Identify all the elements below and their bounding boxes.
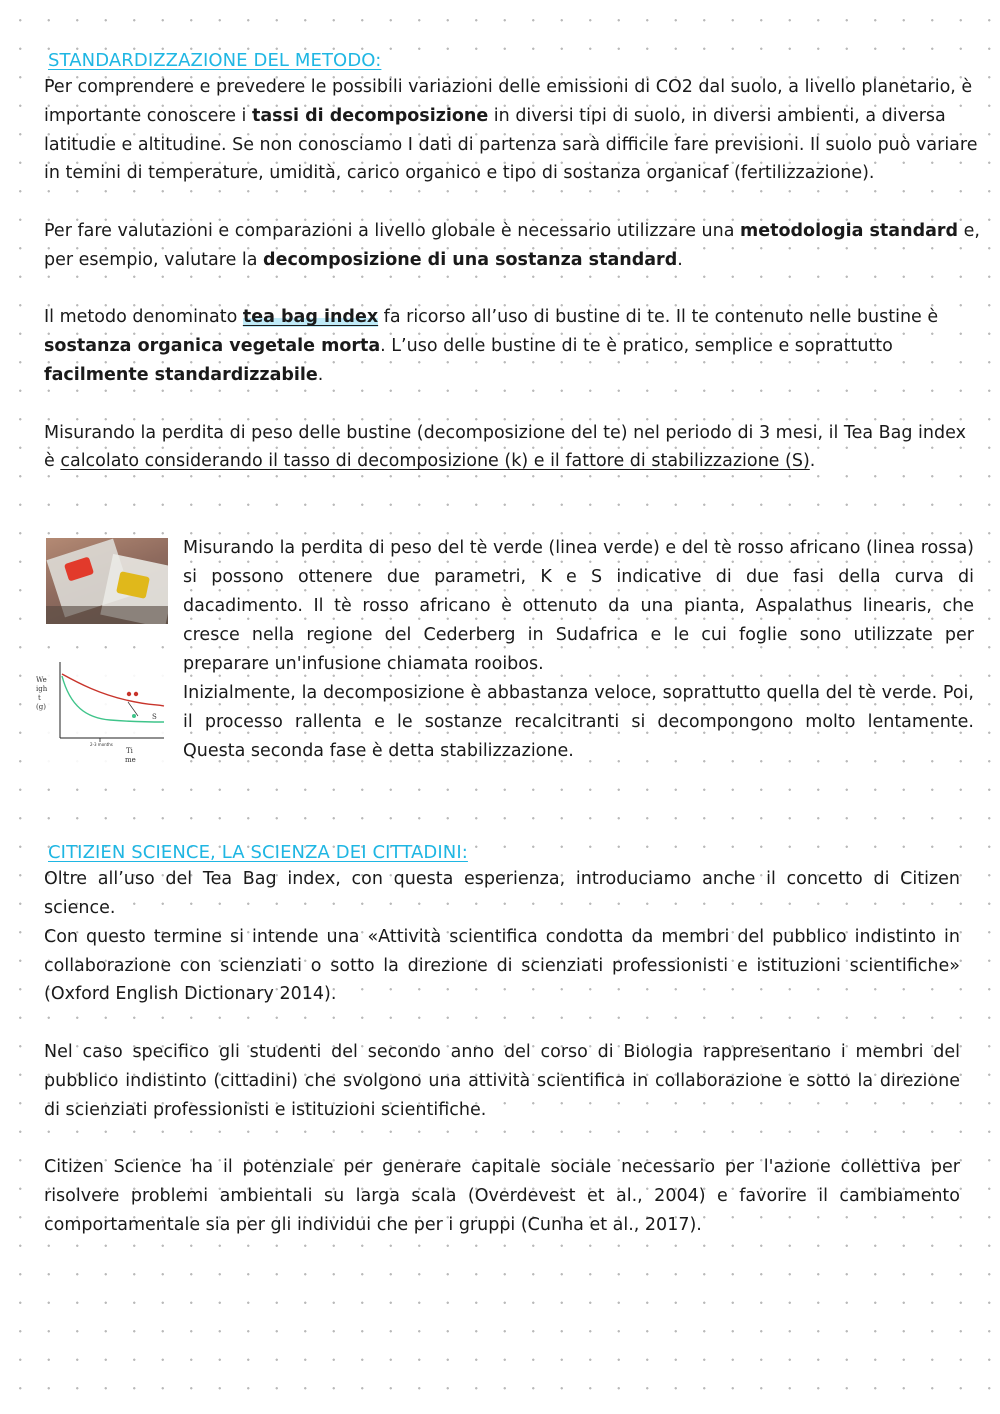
- paragraph-tea-bag-calculation: Misurando la perdita di peso delle bustine (decomposizione del te) nel periodo di 3 mesi, il Tea Bag index è calcolato considerando il tasso di decomposizione (k) e il fattore di stabilizzazione (S).: [44, 422, 966, 472]
- bold-text: sostanza organica vegetale morta: [44, 336, 381, 357]
- tea-bags-photo: [46, 538, 168, 624]
- tea-bag-index-link[interactable]: tea bag index: [242, 307, 379, 328]
- paragraph-co2-decomposition: Per comprendere e prevedere le possibili variazioni delle emissioni di CO2 dal suolo, a livello planetario, è importante conoscere i tassi di decomposizione in diversi tipi di suolo, in diversi ambienti, a diversa latitudie e altitudine. Se non conosciamo I dati di partenza sarà difficile fare previsioni. Il suolo può variare in temini di temperature, umidità, carico organico e tipo di sostanza organicaf (fertilizzazione).: [44, 77, 978, 184]
- section-heading-citizen-science: CITIZIEN SCIENCE, LA SCIENZA DEI CITTADINI:: [48, 842, 468, 864]
- section-heading-standardizzazione: STANDARDIZZAZIONE DEL METODO:: [48, 50, 382, 71]
- svg-text:me: me: [125, 756, 136, 765]
- graph-xlabel: Ti: [126, 747, 133, 756]
- paragraph-standard-method: Per fare valutazioni e comparazioni a livello globale è necessario utilizzare una metodologia standard e, per esempio, valutare la decomposizione di una sostanza standard.: [44, 220, 980, 270]
- underlined-text: calcolato considerando il tasso di decomposizione (k) e il fattore di stabilizzazione (S): [60, 451, 810, 472]
- paragraph-citizen-intro: Oltre all’uso del Tea Bag index, con questa esperienza, introduciamo anche il concetto di Citizen science.: [44, 869, 960, 918]
- paragraph-social-capital: Citizen Science ha il potenziale per generare capitale sociale necessario per l'azione collettiva per risolvere problemi ambientali su larga scala (Overdevest et al., 2004) e favorire il cambiamento comportamentale sia per gli individui che per i gruppi (Cunha et al., 2017).: [44, 1157, 960, 1235]
- graph-ylabel: We: [36, 676, 47, 685]
- red-tea-bag-icon: [127, 692, 131, 696]
- paragraph-citizen-definition: Con questo termine si intende una «Attività scientifica condotta da membri del pubblico indistinto in collaborazione con scienziati o sotto la direzione di scienziati professionisti e istituzioni scientifiche» (Oxford English Dictionary 2014).: [44, 926, 960, 1005]
- bold-text: facilmente standardizzabile: [44, 364, 318, 385]
- decomposition-graph: [30, 654, 170, 764]
- document-page: [36, 50, 980, 1240]
- paragraph-tea-bag-index: Il metodo denominato tea bag index fa ricorso all’uso di bustine di te. Il te contenuto nelle bustine è sostanza organica vegetale morta. L’uso delle bustine di te è pratico, semplice e soprattutto facilmente standardizzabile.: [44, 307, 939, 385]
- figure-caption: [183, 534, 974, 766]
- graph-xtick: 2-3 months: [90, 742, 113, 748]
- figure-block: [36, 534, 980, 774]
- green-tea-bag-icon: [132, 714, 136, 718]
- figure-paragraph-parameters: Misurando la perdita di peso del tè verde (linea verde) e del tè rosso africano (linea rossa) si possono ottenere due parametri, K e S indicative di due fasi della curva di dacadimento. Il tè rosso africano è ottenuto da una pianta, Aspalathus linearis, che cresce nella regione del Cederberg in Sudafrica e le cui foglie sono utilizzate per preparare un'infusione chiamata rooibos.: [183, 538, 974, 675]
- svg-text:t: t: [38, 694, 41, 703]
- svg-text:igh: igh: [36, 685, 48, 694]
- svg-text:(g): (g): [36, 703, 46, 712]
- bold-text: metodologia standard: [740, 220, 959, 241]
- figure-paragraph-stabilization: Inizialmente, la decomposizione è abbastanza veloce, soprattutto quella del tè verde. Poi, il processo rallenta e le sostanze recalcitranti si decompongono molto lentamente. Questa seconda fase è detta stabilizzazione.: [183, 683, 974, 762]
- paragraph-students: Nel caso specifico gli studenti del secondo anno del corso di Biologia rappresentano i membri del pubblico indistinto (cittadini) che svolgono una attività scientifica in collaborazione e sotto la direzione di scienziati professionisti e istituzioni scientifiche.: [44, 1041, 960, 1120]
- bold-text: tassi di decomposizione: [251, 105, 489, 126]
- bold-text: decomposizione di una sostanza standard: [263, 249, 678, 270]
- graph-s-label: S: [152, 713, 157, 722]
